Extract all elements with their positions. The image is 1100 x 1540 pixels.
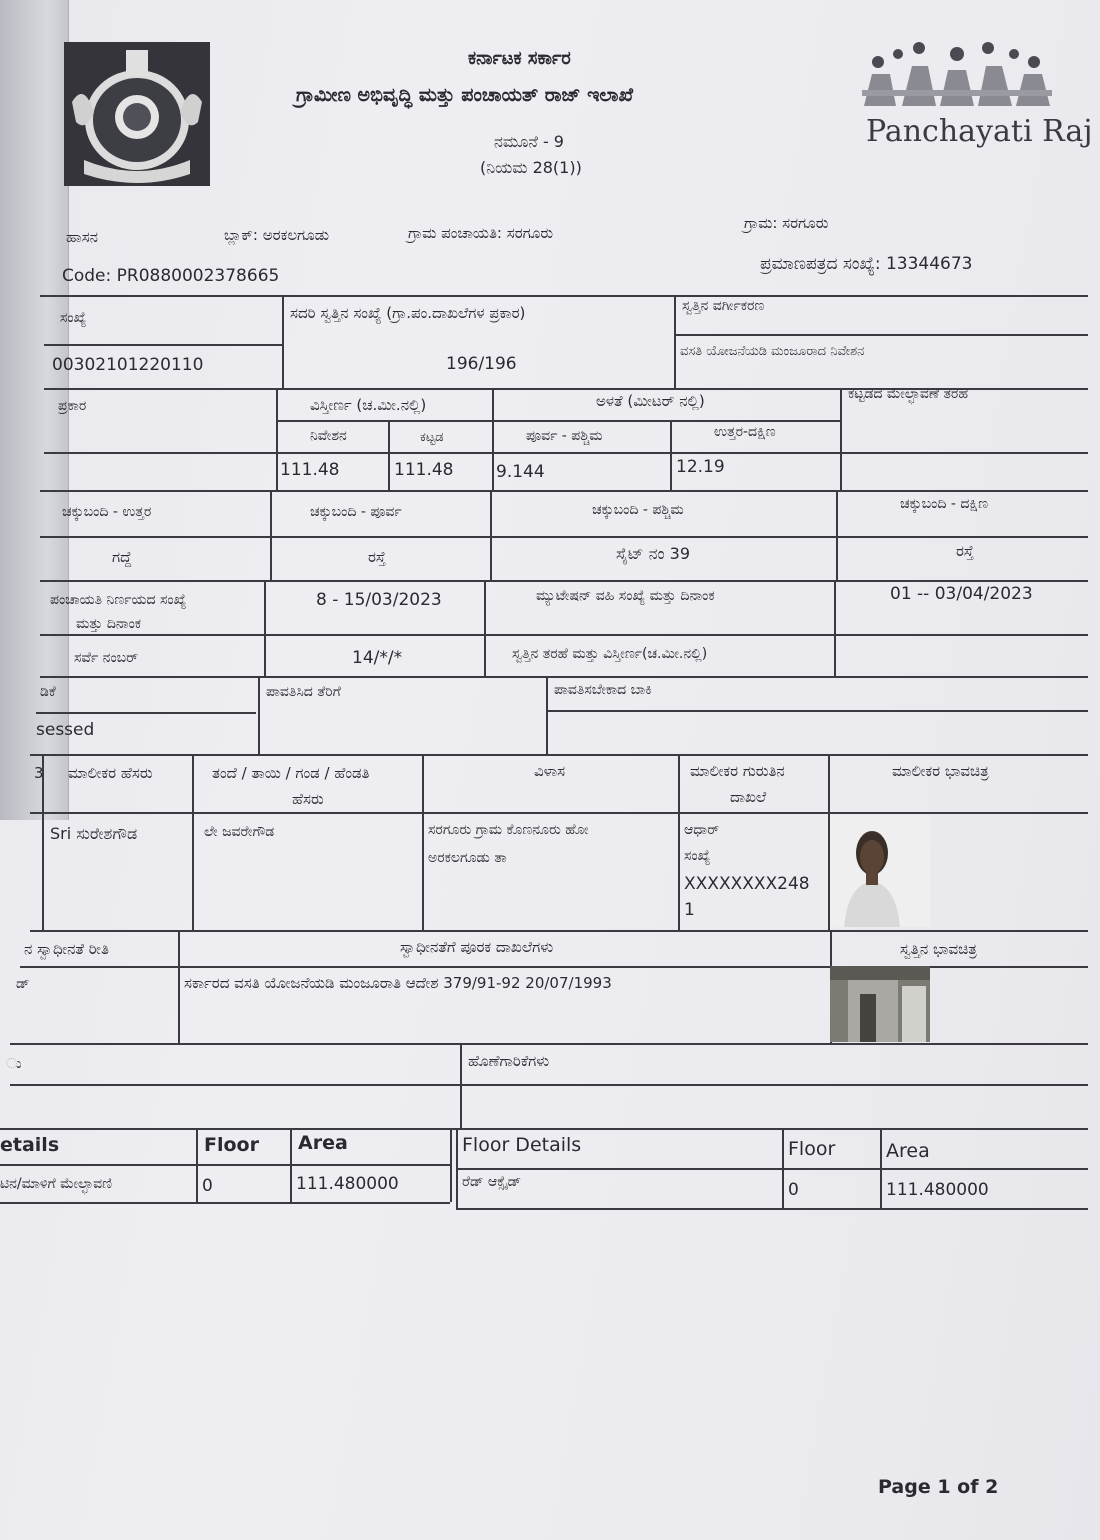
left-area-value: 111.480000 [296, 1174, 399, 1194]
right-floor-details-header: Floor Details [462, 1134, 582, 1156]
classification-value: ವಸತಿ ಯೋಜನೆಯಡಿ ಮಂಜೂರಾದ ನಿವೇಶನ [680, 344, 865, 359]
east-boundary-header: ಚಕ್ಕುಬಂದಿ - ಪೂರ್ವ [310, 504, 402, 520]
owner-id-header-line2: ದಾಖಲೆ [730, 788, 767, 806]
parent-name-value: ಲೇ ಜವರೇಗೌಡ [204, 824, 275, 840]
left-floor-value: 0 [202, 1176, 213, 1196]
property-id-value: 00302101220110 [52, 355, 204, 375]
mutation-header: ಮ್ಯುಟೇಷನ್ ವಹಿ ಸಂಖ್ಯೆ ಮತ್ತು ದಿನಾಂಕ [536, 588, 715, 604]
right-area-header: Area [886, 1140, 930, 1162]
east-west-value: 9.144 [496, 462, 545, 482]
survey-value: 14/*/* [352, 648, 403, 668]
property-id-header: ಸಂಖ್ಯೆ [60, 310, 87, 326]
resolution-header-line2: ಮತ್ತು ದಿನಾಂಕ [76, 616, 142, 632]
area-header: ವಿಸ್ತೀರ್ಣ (ಚ.ಮೀ.ನಲ್ಲಿ) [310, 396, 427, 414]
form-number: ನಮೂನೆ - 9 [494, 132, 564, 151]
owner-id-line1: ಆಧಾರ್ [684, 822, 720, 838]
form-rule: (ನಿಯಮ 28(1)) [480, 158, 582, 177]
type-header: ಪ್ರಕಾರ [58, 398, 87, 414]
site-area-value: 111.48 [280, 460, 340, 480]
right-floor-header: Floor [788, 1138, 836, 1160]
panchayati-raj-people-icon [862, 40, 1052, 112]
certificate-number: ಪ್ರಮಾಣಪತ್ರದ ಸಂಖ್ಯೆ: 13344673 [760, 254, 973, 274]
acquisition-method-header: ನ ಸ್ವಾಧೀನತೆ ರೀತಿ [24, 940, 109, 958]
resolution-header-line1: ಪಂಚಾಯತಿ ನಿರ್ಣಯದ ಸಂಖ್ಯೆ [50, 592, 187, 608]
measure-header: ಅಳತೆ (ಮೀಟರ್ ನಲ್ಲಿ) [596, 392, 705, 410]
right-floor-value: 0 [788, 1180, 799, 1200]
owner-id-line4: 1 [684, 900, 695, 920]
owner-name-value: Sri ಸುರೇಶಗೌಡ [50, 824, 138, 843]
north-boundary-value: ಗದ್ದೆ [112, 548, 132, 566]
survey-header: ಸರ್ವೆ ನಂಬರ್ [74, 650, 139, 666]
owner-no-header: 3 [34, 764, 44, 782]
parent-name-header-line2: ಹೆಸರು [292, 790, 324, 808]
site-header: ನಿವೇಶನ [310, 428, 347, 444]
north-south-header: ಉತ್ತರ-ದಕ್ಷಿಣ [714, 424, 776, 440]
west-boundary-header: ಚಕ್ಕುಬಂದಿ - ಪಶ್ಚಿಮ [592, 502, 684, 518]
block: ಬ್ಲಾಕ್: ಅರಕಲಗೂಡು [224, 226, 330, 244]
north-boundary-header: ಚಕ್ಕುಬಂದಿ - ಉತ್ತರ [62, 504, 152, 520]
demand-header: ಡಿಕೆ [40, 684, 56, 700]
supporting-docs-header: ಸ್ವಾಧೀನತೆಗೆ ಪೂರಕ ದಾಖಲೆಗಳು [400, 938, 554, 956]
state-title: ಕರ್ನಾಟಕ ಸರ್ಕಾರ [468, 48, 571, 69]
property-photo [830, 966, 930, 1042]
demand-value: sessed [36, 720, 95, 740]
resolution-value: 8 - 15/03/2023 [316, 590, 442, 610]
department-title: ಗ್ರಾಮೀಣ ಅಭಿವೃದ್ಧಿ ಮತ್ತು ಪಂಚಾಯತ್ ರಾಜ್ ಇಲಾಖೆ [296, 84, 634, 106]
liabilities-left-stub: ು [6, 1056, 22, 1072]
mutation-value: 01 -- 03/04/2023 [890, 584, 1033, 604]
right-area-value: 111.480000 [886, 1180, 989, 1200]
classification-header: ಸ್ವತ್ತಿನ ವರ್ಗೀಕರಣ [682, 298, 765, 314]
building-header: ಕಟ್ಟಡ [420, 430, 444, 445]
owner-photo [830, 815, 930, 927]
village: ಗ್ರಾಮ: ಸರಗೂರು [744, 214, 829, 232]
karnataka-emblem-icon [64, 42, 210, 186]
owner-name-header: ಮಾಲೀಕರ ಹೆಸರು [68, 764, 153, 782]
property-code: Code: PR0880002378665 [62, 266, 280, 286]
left-floor-detail-value: ಟಿನ/ಮಾಳಿಗೆ ಮೇಲ್ಛಾವಣಿ [0, 1176, 113, 1192]
paid-tax-header: ಪಾವತಿಸಿದ ತೆರಿಗೆ [266, 684, 341, 700]
east-boundary-value: ರಸ್ತೆ [368, 548, 386, 566]
address-value-line1: ಸರಗೂರು ಗ್ರಾಮ ಕೊಣನೂರು ಹೋ [428, 822, 589, 838]
gram-panchayat: ಗ್ರಾಮ ಪಂಚಾಯತಿ: ಸರಗೂರು [408, 224, 554, 242]
panchayati-raj-logo-text: Panchayati Raj [866, 114, 1093, 149]
acquisition-method-value: ಡ್ [16, 976, 30, 992]
north-south-value: 12.19 [676, 457, 725, 477]
left-floor-details-header: etails [0, 1134, 60, 1156]
south-boundary-value: ರಸ್ತೆ [956, 542, 974, 560]
east-west-header: ಪೂರ್ವ - ಪಶ್ಚಿಮ [526, 428, 603, 444]
parent-name-header-line1: ತಂದೆ / ತಾಯಿ / ಗಂಡ / ಹೆಂಡತಿ [212, 764, 370, 782]
owner-photo-header: ಮಾಲೀಕರ ಭಾವಚಿತ್ರ [892, 762, 989, 780]
left-floor-header: Floor [204, 1134, 259, 1156]
west-boundary-value: ಸೈಟ್ ನಂ 39 [616, 544, 691, 563]
property-photo-header: ಸ್ವತ್ತಿನ ಭಾವಚಿತ್ರ [900, 940, 977, 958]
roof-type-header: ಕಟ್ಟಡದ ಮೇಲ್ಛಾವಣೆ ತರಹ [848, 386, 969, 402]
type-area-header: ಸ್ವತ್ತಿನ ತರಹೆ ಮತ್ತು ವಿಸ್ತೀರ್ಣ(ಚ.ಮೀ.ನಲ್ಲಿ) [512, 646, 708, 662]
sadari-number-value: 196/196 [446, 354, 517, 374]
district: ಹಾಸನ [66, 228, 98, 246]
owner-id-header-line1: ಮಾಲೀಕರ ಗುರುತಿನ [690, 762, 785, 780]
owner-id-line3: XXXXXXXX248 [684, 874, 810, 894]
liabilities-header: ಹೊಣೆಗಾರಿಕೆಗಳು [468, 1052, 550, 1070]
due-tax-header: ಪಾವತಿಸಬೇಕಾದ ಬಾಕಿ [554, 682, 652, 698]
address-value-line2: ಅರಕಲಗೂಡು ತಾ [428, 850, 507, 866]
left-area-header: Area [298, 1132, 348, 1154]
owner-id-line2: ಸಂಖ್ಯೆ [684, 848, 711, 864]
right-floor-detail-value: ರೆಡ್ ಆಕ್ಸೈಡ್ [462, 1174, 522, 1190]
address-header: ವಿಳಾಸ [534, 762, 566, 780]
supporting-docs-value: ಸರ್ಕಾರದ ವಸತಿ ಯೋಜನೆಯಡಿ ಮಂಜೂರಾತಿ ಆದೇಶ 379/91-92 20/07/1993 [184, 974, 612, 992]
south-boundary-header: ಚಕ್ಕುಬಂದಿ - ದಕ್ಷಿಣ [900, 496, 989, 512]
building-area-value: 111.48 [394, 460, 454, 480]
page-number: Page 1 of 2 [878, 1476, 999, 1498]
sadari-number-header: ಸದರಿ ಸ್ವತ್ತಿನ ಸಂಖ್ಯೆ (ಗ್ರಾ.ಪಂ.ದಾಖಲೆಗಳ ಪ್ರಕಾರ) [290, 304, 526, 322]
